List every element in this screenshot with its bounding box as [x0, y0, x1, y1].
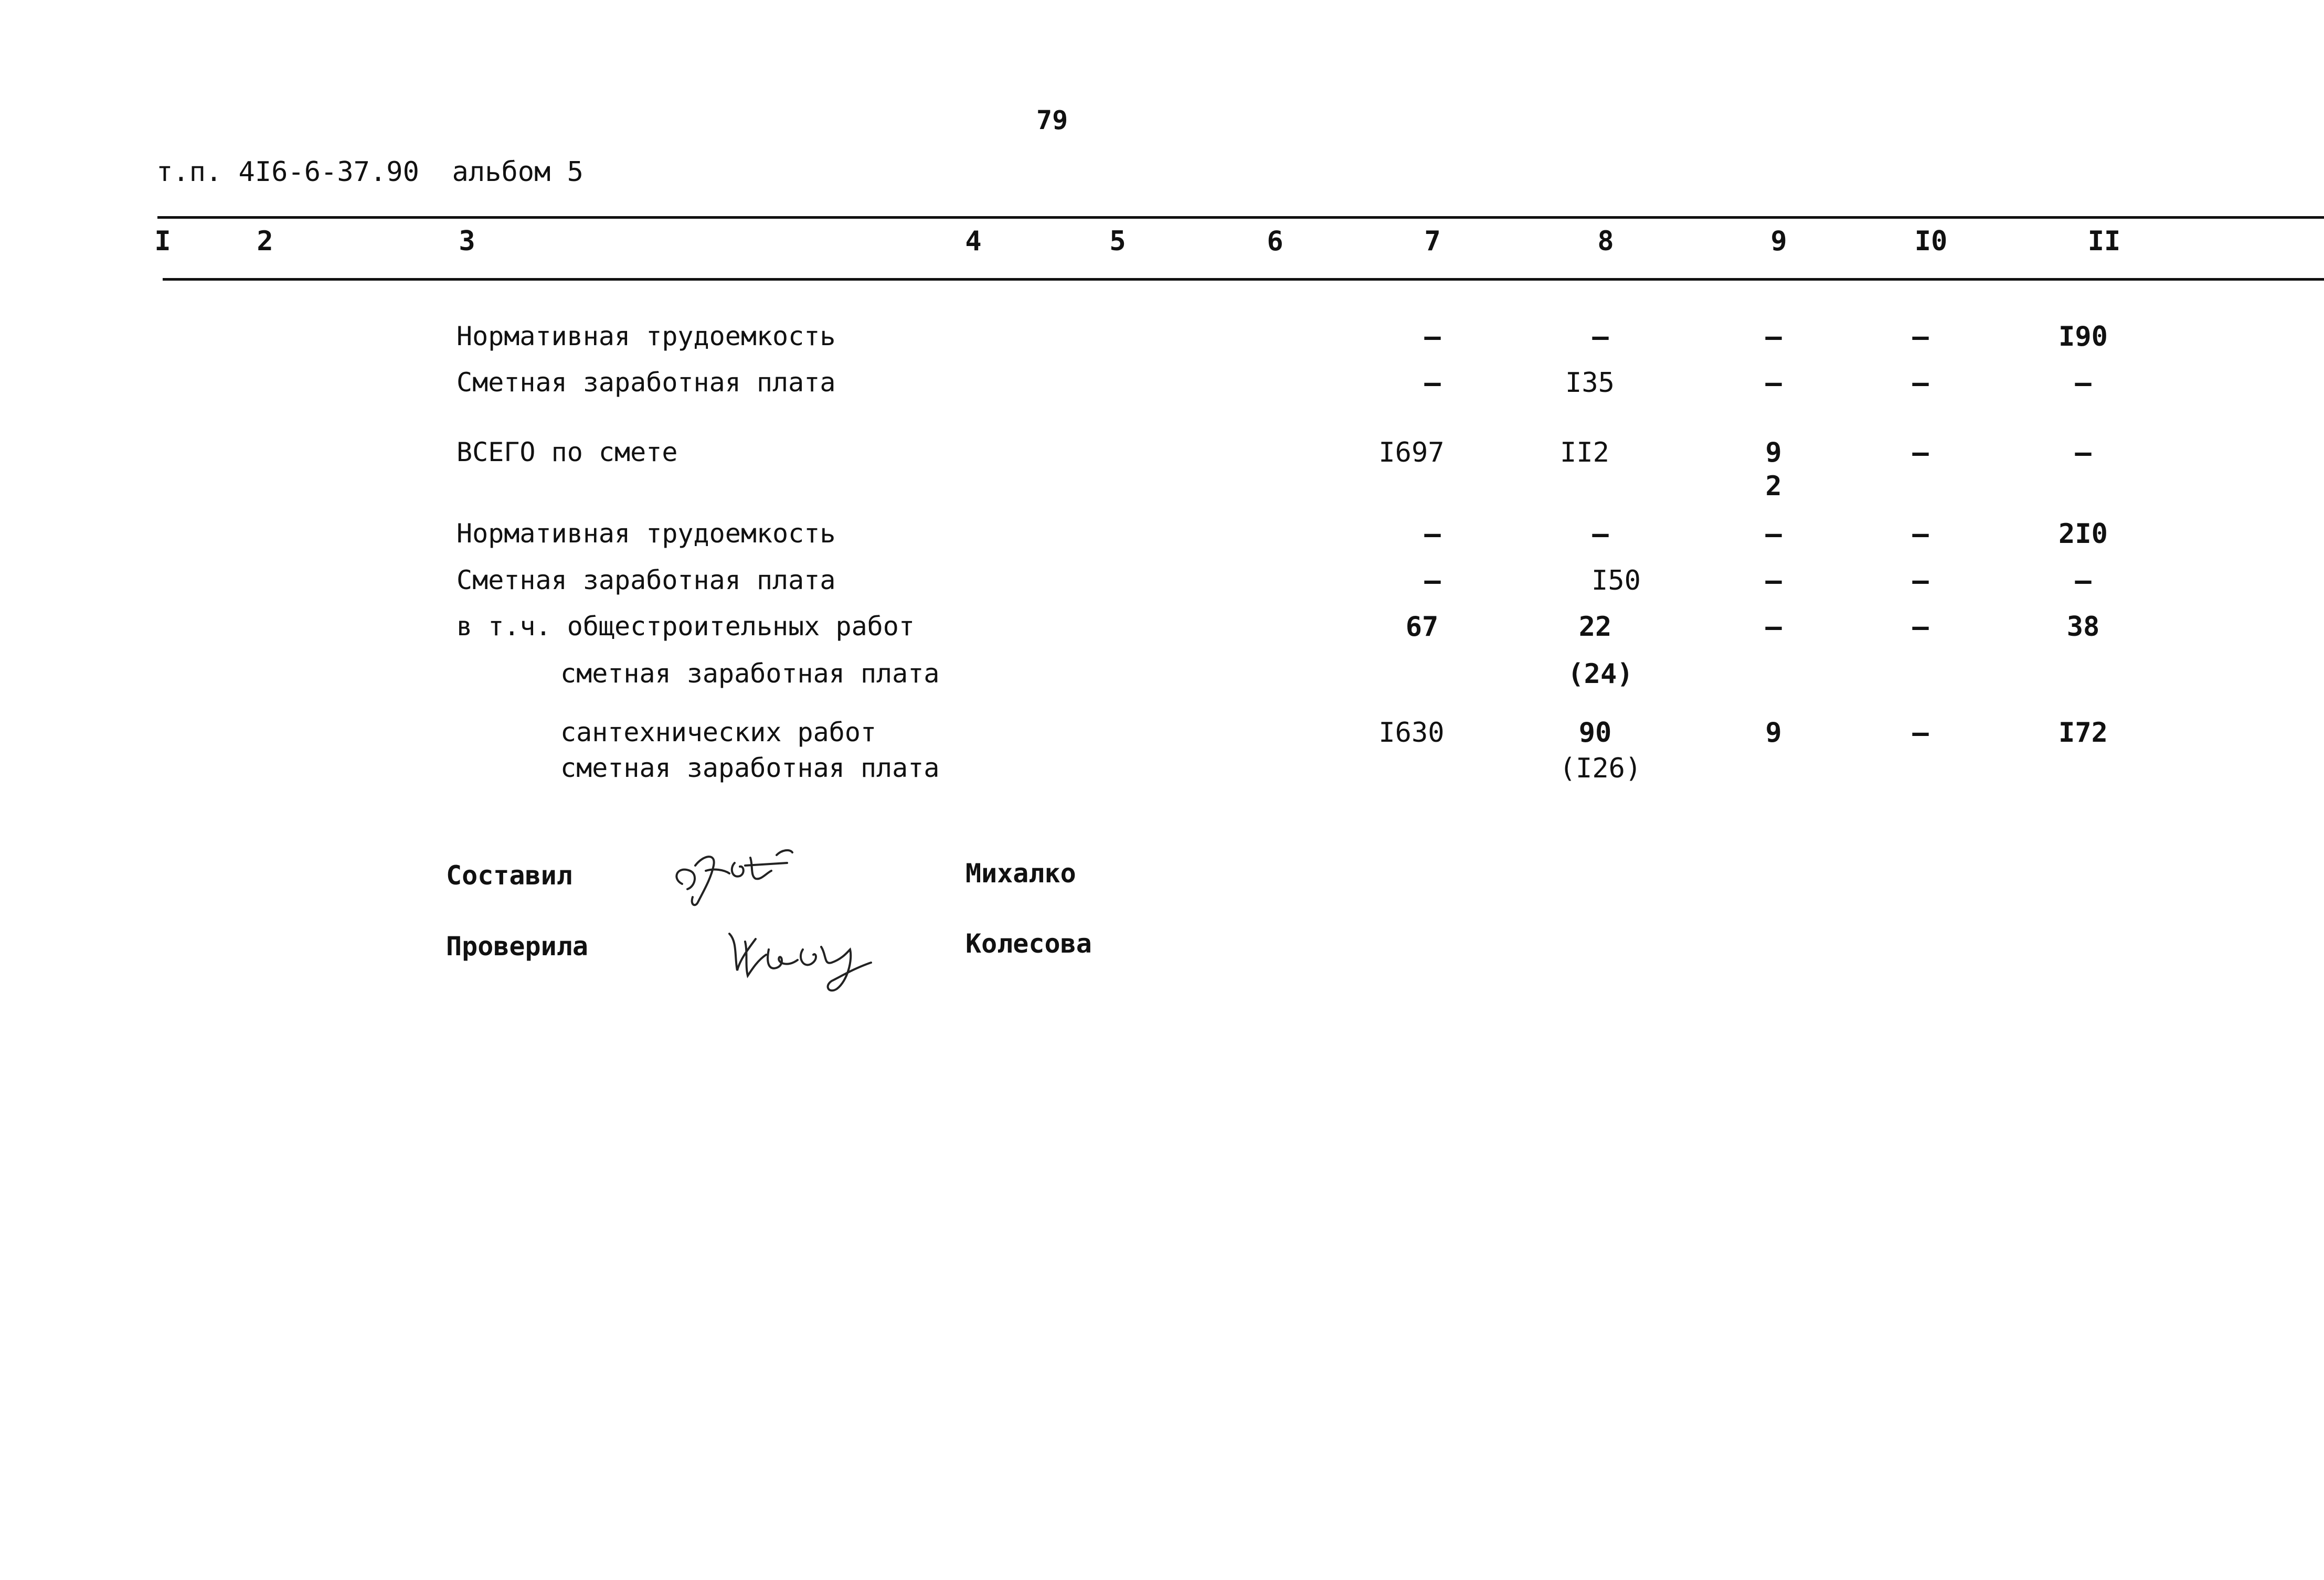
compiled-signature — [666, 834, 813, 913]
checked-by-label: Проверила — [446, 931, 588, 962]
row-label: в т.ч. общестроительных работ — [457, 611, 915, 642]
column-number-5: 5 — [1109, 226, 1126, 257]
column-number-10: I0 — [1914, 226, 1948, 257]
header-bottom-rule — [163, 278, 2324, 281]
cell-col7: – — [1424, 321, 1441, 353]
row-label: Сметная заработная плата — [457, 565, 836, 595]
cell-col10: – — [1912, 437, 1929, 468]
cell-col10: – — [1912, 565, 1929, 596]
cell-col8: – — [1592, 518, 1609, 550]
cell-col8: (24) — [1567, 658, 1633, 690]
row-label: ВСЕГО по смете — [457, 437, 678, 467]
cell-col10: – — [1912, 717, 1929, 749]
cell-col8-second-line: (I26) — [1559, 753, 1642, 784]
cell-col7: – — [1424, 367, 1441, 399]
cell-col8: 90 — [1578, 717, 1612, 749]
cell-col11: I72 — [2058, 717, 2108, 749]
cell-col8: II2 — [1560, 437, 1609, 468]
compiled-by-label: Составил — [446, 860, 572, 891]
compiled-by-name: Михалко — [965, 858, 1076, 889]
checked-signature — [719, 918, 892, 997]
cell-col7: I630 — [1378, 717, 1445, 749]
column-number-9: 9 — [1770, 226, 1787, 257]
column-number-6: 6 — [1267, 226, 1283, 257]
column-number-1: I — [154, 226, 171, 257]
cell-col11: 38 — [2066, 611, 2100, 643]
cell-col7: 67 — [1405, 611, 1439, 643]
cell-col8: – — [1592, 321, 1609, 353]
column-number-2: 2 — [257, 226, 273, 257]
cell-col9: – — [1765, 611, 1782, 643]
cell-col10: – — [1912, 611, 1929, 643]
cell-col10: – — [1912, 321, 1929, 353]
column-number-7: 7 — [1424, 226, 1441, 257]
cell-col7: I697 — [1378, 437, 1445, 468]
cell-col11: – — [2075, 437, 2092, 468]
page-number: 79 — [1036, 105, 1068, 135]
cell-col9: – — [1765, 565, 1782, 596]
cell-col9: – — [1765, 518, 1782, 550]
cell-col9: 9 — [1765, 717, 1782, 749]
cell-col8: I50 — [1591, 565, 1641, 596]
document-reference: т.п. 4I6-6-37.90 альбом 5 — [156, 156, 583, 188]
cell-col10: – — [1912, 367, 1929, 399]
cell-col10: – — [1912, 518, 1929, 550]
row-label-second-line: сметная заработная плата — [560, 753, 940, 783]
cell-col11: 2I0 — [2058, 518, 2108, 550]
cell-col11: I90 — [2058, 321, 2108, 353]
column-number-11: II — [2087, 226, 2121, 257]
column-number-3: 3 — [459, 226, 475, 257]
cell-col9-second-line: 2 — [1765, 471, 1782, 502]
column-number-8: 8 — [1597, 226, 1614, 257]
row-label: сметная заработная плата — [560, 658, 940, 689]
cell-col8: 22 — [1578, 611, 1612, 643]
cell-col7: – — [1424, 518, 1441, 550]
cell-col11: – — [2075, 565, 2092, 596]
row-label: Сметная заработная плата — [457, 367, 836, 398]
row-label: Нормативная трудоемкость — [457, 321, 836, 351]
checked-by-name: Колесова — [965, 928, 1092, 959]
cell-col8: I35 — [1565, 367, 1615, 399]
cell-col11: – — [2075, 367, 2092, 399]
row-label: сантехнических работ — [560, 717, 877, 748]
row-label: Нормативная трудоемкость — [457, 518, 836, 549]
column-number-4: 4 — [965, 226, 982, 257]
cell-col7: – — [1424, 565, 1441, 596]
cell-col9: – — [1765, 321, 1782, 353]
table-top-rule — [157, 216, 2324, 219]
cell-col9: 9 — [1765, 437, 1782, 468]
cell-col9: – — [1765, 367, 1782, 399]
